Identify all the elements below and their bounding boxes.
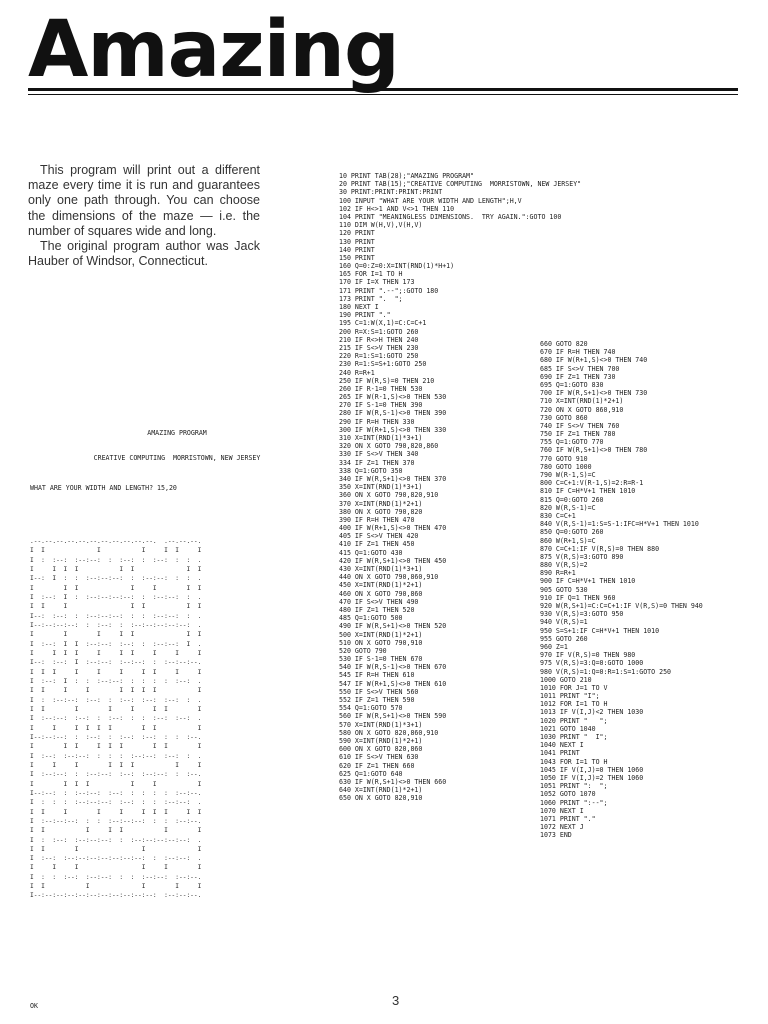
code-line: 120 PRINT [339, 229, 375, 238]
title-rule [28, 88, 738, 91]
code-line: 171 PRINT ".--";:GOTO 180 [339, 286, 439, 295]
run-prompt: WHAT ARE YOUR WIDTH AND LENGTH? 15,20 [30, 484, 177, 492]
maze-row: I I I I I I I I I [30, 687, 202, 695]
code-line: 552 IF Z=1 THEN 590 [339, 696, 415, 704]
code-line: 960 Z=1 [540, 642, 568, 651]
code-line: 340 IF W(R,S+1)<>0 THEN 370 [339, 474, 447, 483]
code-line: 755 Q=1:GOTO 770 [540, 438, 604, 447]
maze-row: I : :--: :--:--: : :--: : :--: : : . [30, 556, 202, 564]
code-line: 780 GOTO 1000 [540, 462, 592, 471]
maze-row: I I I I I I I I I [30, 743, 202, 751]
code-line: 540 IF W(R,S-1)<>0 THEN 670 [339, 663, 447, 672]
maze-row: I :--: :--:--: : : : :--:--: :--: : . [30, 752, 202, 760]
code-line: 910 IF Q=1 THEN 960 [540, 593, 616, 602]
maze-row: I I I I I I I [30, 603, 202, 611]
ok-prompt: OK [30, 1002, 38, 1010]
code-line: 102 IF H<>1 AND V<>1 THEN 110 [339, 204, 455, 213]
code-line: 850 Q=0:GOTO 260 [540, 528, 604, 537]
code-line: 310 X=INT(RND(1)*3+1) [339, 434, 423, 442]
maze-row: I I I I I I I [30, 547, 202, 555]
code-line: 320 ON X GOTO 790,820,860 [339, 442, 439, 451]
maze-row: I I I I I I I [30, 780, 202, 788]
code-line: 215 IF S<>V THEN 230 [339, 343, 419, 352]
code-line: 104 PRINT "MEANINGLESS DIMENSIONS. TRY AGAIN.":GOTO 100 [339, 212, 562, 221]
code-line: 200 R=X:S=1:GOTO 260 [339, 327, 419, 336]
maze-row: I I I I I I I I I I [30, 649, 202, 657]
code-line: 870 C=C+1:IF V(R,S)=0 THEN 880 [540, 544, 660, 553]
code-line: 670 IF R=H THEN 740 [540, 348, 616, 357]
code-line: 640 X=INT(RND(1)*2+1) [339, 786, 423, 795]
code-line: 980 V(R,S)=1:Q=0:R=1:S=1:GOTO 250 [540, 667, 672, 676]
code-line: 810 IF C=H*V+1 THEN 1010 [540, 487, 636, 496]
code-line: 270 IF S-1=0 THEN 390 [339, 401, 423, 410]
code-line: 625 Q=1:GOTO 640 [339, 769, 403, 778]
maze-row: I :--:--: :--: : :--: : : :--: :--: . [30, 715, 202, 723]
code-line: 1012 FOR I=1 TO H [540, 700, 608, 709]
maze-row: I--:--:--:--: : :--: : :--:--:--:--:--: . [30, 621, 202, 629]
maze-row: I I I I I I I [30, 584, 202, 592]
code-line: 400 IF W(R+1,S)<>0 THEN 470 [339, 524, 447, 533]
code-line: 380 ON X GOTO 790,820 [339, 507, 423, 516]
code-line: 265 IF W(R-1,S)<>0 THEN 530 [339, 393, 447, 402]
code-line: 550 IF S<>V THEN 560 [339, 687, 419, 696]
code-line: 530 IF S-1=0 THEN 670 [339, 655, 423, 664]
code-line: 900 IF C=H*V+1 THEN 1010 [540, 577, 636, 586]
maze-row: I--:--: : :--:--: :--: : : : : :--:--. [30, 789, 202, 797]
page-number: 3 [392, 993, 400, 1008]
code-line: 620 IF Z=1 THEN 660 [339, 761, 415, 770]
code-line: 1073 END [540, 831, 572, 840]
code-line: 470 IF S<>V THEN 490 [339, 597, 419, 606]
maze-row: I--:--:--:--:--:--:--:--:--:--:--: :--:--:--. [30, 892, 202, 900]
code-line: 770 GOTO 910 [540, 454, 588, 463]
code-line: 1043 FOR I=1 TO H [540, 757, 608, 766]
code-line: 970 IF V(R,S)=0 THEN 980 [540, 651, 636, 660]
code-line: 440 ON X GOTO 790,860,910 [339, 573, 439, 582]
title-rule-thin [28, 94, 738, 95]
code-line: 195 C=1:W(X,1)=C:C=C+1 [339, 319, 427, 328]
code-line: 955 GOTO 260 [540, 634, 588, 643]
code-line: 210 IF R<>H THEN 240 [339, 335, 419, 344]
maze-row: I I I I I [30, 845, 202, 853]
maze-row: .--.--.--.--.--.--.--.--.--.--.--. .--.--.--. [30, 538, 202, 545]
code-line: 510 ON X GOTO 790,910 [339, 638, 423, 647]
listing-column-right [540, 340, 703, 839]
code-line: 905 GOTO 530 [540, 585, 588, 594]
intro-text [28, 163, 260, 269]
code-line: 415 Q=1:GOTO 430 [339, 548, 403, 557]
maze-row: I :--: I : : :--:--: : : : : :--: . [30, 677, 202, 685]
code-line: 480 IF Z=1 THEN 520 [339, 605, 415, 614]
code-line: 180 NEXT I [339, 303, 379, 311]
code-line: 700 IF W(R,S+1)<>0 THEN 730 [540, 389, 648, 398]
code-line: 490 IF W(R,S+1)<>0 THEN 520 [339, 622, 447, 631]
code-line: 338 Q=1:GOTO 350 [339, 466, 403, 475]
maze-row: I I I I I I I [30, 827, 202, 835]
code-line: 875 V(R,S)=3:GOTO 890 [540, 552, 624, 561]
maze-row: I I I I I I I I [30, 705, 202, 713]
code-line: 1013 IF V(I,J)<2 THEN 1030 [540, 708, 644, 717]
code-line: 1052 GOTO 1070 [540, 790, 596, 799]
sample-run-header [32, 413, 322, 470]
code-line: 570 X=INT(RND(1)*3+1) [339, 720, 423, 729]
maze-row: I--:--:--: : :--: : :--: :--: : : :--. [30, 733, 202, 741]
maze-row: I--: :--: I :--:--: :--:--: : :--:--:--. [30, 659, 202, 667]
code-line: 250 IF W(R,S)=0 THEN 210 [339, 376, 435, 385]
code-line: 1010 FOR J=1 TO V [540, 683, 608, 692]
code-line: 650 ON X GOTO 820,910 [339, 794, 423, 803]
code-line: 860 W(R+1,S)=C [540, 536, 596, 545]
code-line: 100 INPUT "WHAT ARE YOUR WIDTH AND LENGTH";H,V [339, 196, 522, 205]
run-title: AMAZING PROGRAM [147, 429, 207, 438]
code-line: 190 PRINT "." [339, 311, 391, 320]
code-line: 260 IF R-1=0 THEN 530 [339, 384, 423, 393]
maze-row: I I I I I I I I I [30, 724, 202, 732]
code-line: 730 GOTO 860 [540, 413, 588, 422]
maze-row: I I I I I I [30, 864, 202, 872]
code-line: 1011 PRINT "I"; [540, 692, 600, 701]
code-line: 547 IF W(R+1,S)<>0 THEN 610 [339, 679, 447, 688]
code-line: 740 IF S<>V THEN 760 [540, 421, 620, 430]
maze-row: I--: :--: : :--:--:--: : : :--:--: : . [30, 612, 202, 620]
code-line: 690 IF Z=1 THEN 730 [540, 372, 616, 381]
code-line: 1071 PRINT "." [540, 814, 596, 823]
code-line: 140 PRINT [339, 245, 375, 254]
maze-row: I : : :--: :--:--: : : :--:--: :--:--. [30, 873, 202, 881]
maze-row: I I I I I I I [30, 631, 202, 639]
maze-row: I I I I I I I I I I [30, 808, 202, 816]
code-line: 600 ON X GOTO 820,860 [339, 745, 423, 754]
code-line: 580 ON X GOTO 820,860,910 [339, 728, 439, 737]
maze-row: I I I I I I [30, 883, 202, 891]
code-line: 1070 NEXT I [540, 806, 584, 815]
maze-output [30, 537, 201, 901]
maze-row: I--: I : : :--:--:--: : :--:--: : : . [30, 575, 202, 583]
code-line: 150 PRINT [339, 253, 375, 262]
code-line: 165 FOR I=1 TO H [339, 270, 403, 279]
maze-row: I I I I I I I I [30, 565, 202, 573]
maze-row: I : :--: :--:--:--: : :--:--:--:--:--: . [30, 836, 202, 844]
code-line: 10 PRINT TAB(28);"AMAZING PROGRAM" [339, 172, 474, 180]
code-line: 880 V(R,S)=2 [540, 561, 588, 570]
code-line: 940 V(R,S)=1 [540, 618, 588, 627]
code-line: 545 IF R=H THEN 610 [339, 671, 415, 680]
code-line: 450 X=INT(RND(1)*2+1) [339, 581, 423, 590]
code-line: 560 IF W(R,S+1)<>0 THEN 590 [339, 712, 447, 721]
code-line: 1051 PRINT ": "; [540, 782, 608, 791]
code-line: 130 PRINT [339, 237, 375, 246]
code-line: 695 Q=1:GOTO 830 [540, 380, 604, 389]
code-line: 334 IF Z=1 THEN 370 [339, 458, 415, 467]
code-line: 610 IF S<>V THEN 630 [339, 753, 419, 762]
code-line: 520 GOTO 790 [339, 646, 387, 655]
code-line: 975 V(R,S)=3:Q=0:GOTO 1000 [540, 659, 644, 668]
code-line: 110 DIM W(H,V),V(H,V) [339, 221, 423, 230]
code-line: 685 IF S<>V THEN 700 [540, 364, 620, 373]
code-line: 1060 PRINT ":--"; [540, 798, 608, 807]
code-line: 170 IF I=X THEN 173 [339, 278, 415, 287]
intro-paragraph: The original program author was Jack Hauber of Windsor, Connecticut. [28, 239, 260, 269]
code-line: 630 IF W(R,S+1)<>0 THEN 660 [339, 777, 447, 786]
code-line: 720 ON X GOTO 860,910 [540, 405, 624, 414]
code-line: 590 X=INT(RND(1)*2+1) [339, 736, 423, 745]
code-line: 1040 NEXT I [540, 741, 584, 750]
code-line: 1041 PRINT [540, 749, 580, 758]
code-line: 430 X=INT(RND(1)*3+1) [339, 565, 423, 573]
code-line: 485 Q=1:GOTO 500 [339, 614, 403, 623]
maze-row: I :--: :--:--:--:--:--:--:--: : :--:--: . [30, 855, 202, 863]
code-line: 300 IF W(R+1,S)<>0 THEN 330 [339, 425, 447, 434]
intro-paragraph: This program will print out a different maze every time it is run and guarantees only one path through. You can choose the dimensions of the maze — i.e. the number of squares wide and long. [28, 163, 260, 238]
code-line: 460 ON X GOTO 790,860 [339, 589, 423, 598]
code-line: 815 Q=0:GOTO 260 [540, 495, 604, 504]
maze-row: I :--: I I :--:--: :--: : :--:--: I . [30, 640, 202, 648]
code-line: 1020 PRINT " "; [540, 716, 608, 725]
code-line: 220 R=1:S=1:GOTO 250 [339, 352, 419, 361]
code-line: 1045 IF V(I,J)=0 THEN 1060 [540, 765, 644, 774]
code-line: 230 R=1:S=S+1:GOTO 250 [339, 360, 427, 369]
maze-row: I :--:--: : :--:--: :--: :--:--: : :--. [30, 771, 202, 779]
code-line: 500 X=INT(RND(1)*2+1) [339, 630, 423, 639]
maze-row: I : : : :--:--:--: :--: : : :--:--: . [30, 799, 202, 807]
code-line: 660 GOTO 820 [540, 340, 588, 348]
code-line: 390 IF R=H THEN 470 [339, 515, 415, 524]
code-line: 290 IF R=H THEN 330 [339, 417, 415, 426]
code-line: 680 IF W(R+1,S)<>0 THEN 740 [540, 356, 648, 365]
maze-row: I I I I I I I I [30, 761, 202, 769]
code-line: 750 IF Z=1 THEN 780 [540, 430, 616, 439]
code-line: 350 X=INT(RND(1)*3+1) [339, 483, 423, 492]
code-line: 410 IF Z=1 THEN 450 [339, 540, 415, 549]
code-line: 800 C=C+1:V(R-1,S)=2:R=R-1 [540, 479, 644, 488]
code-line: 405 IF S<>V THEN 420 [339, 532, 419, 541]
code-line: 280 IF W(R,S-1)<>0 THEN 390 [339, 409, 447, 418]
maze-row: I I I I I I I I I I [30, 668, 202, 676]
code-line: 420 IF W(R,S+1)<>0 THEN 450 [339, 556, 447, 565]
code-line: 1030 PRINT " I"; [540, 733, 608, 741]
code-line: 360 ON X GOTO 790,820,910 [339, 491, 439, 500]
code-line: 790 W(R-1,S)=C [540, 471, 596, 479]
code-line: 173 PRINT ". "; [339, 294, 403, 303]
code-line: 330 IF S<>V THEN 340 [339, 450, 419, 459]
code-line: 930 V(R,S)=3:GOTO 950 [540, 610, 624, 619]
run-subtitle: CREATIVE COMPUTING MORRISTOWN, NEW JERSEY [93, 454, 261, 463]
maze-row: I : :--:--: :--: : :--: :--: :--: : . [30, 696, 202, 704]
code-line: 554 Q=1:GOTO 570 [339, 704, 403, 713]
code-line: 20 PRINT TAB(15);"CREATIVE COMPUTING MORRISTOWN, NEW JERSEY" [339, 180, 582, 189]
code-line: 1000 GOTO 210 [540, 675, 592, 684]
code-line: 950 S=S+1:IF C=H*V+1 THEN 1010 [540, 626, 660, 635]
code-line: 890 R=R+1 [540, 569, 576, 578]
code-line: 920 W(R,S+1)=C:C=C+1:IF V(R,S)=0 THEN 940 [540, 602, 703, 610]
code-line: 1072 NEXT J [540, 823, 584, 832]
page-title: Amazing [28, 5, 399, 95]
code-line: 30 PRINT:PRINT:PRINT:PRINT [339, 188, 443, 197]
maze-row: I :--:--:--: : : :--:--:--: : : :--:--. [30, 817, 202, 825]
code-line: 830 C=C+1 [540, 511, 576, 520]
code-line: 760 IF W(R,S+1)<>0 THEN 780 [540, 446, 648, 455]
code-line: 160 Q=0:Z=0:X=INT(RND(1)*H+1) [339, 262, 455, 271]
code-line: 1050 IF V(I,J)=2 THEN 1060 [540, 773, 644, 782]
code-line: 710 X=INT(RND(1)*2+1) [540, 397, 624, 406]
code-line: 1021 GOTO 1040 [540, 724, 596, 733]
code-line: 240 R=R+1 [339, 368, 375, 377]
code-line: 370 X=INT(RND(1)*2+1) [339, 499, 423, 508]
code-line: 840 V(R,S-1)=1:S=S-1:IFC=H*V+1 THEN 1010 [540, 520, 699, 529]
maze-row: I :--: I : :--:--:--:--: : :--:--: : . [30, 593, 202, 601]
code-line: 820 W(R,S-1)=C [540, 503, 596, 512]
